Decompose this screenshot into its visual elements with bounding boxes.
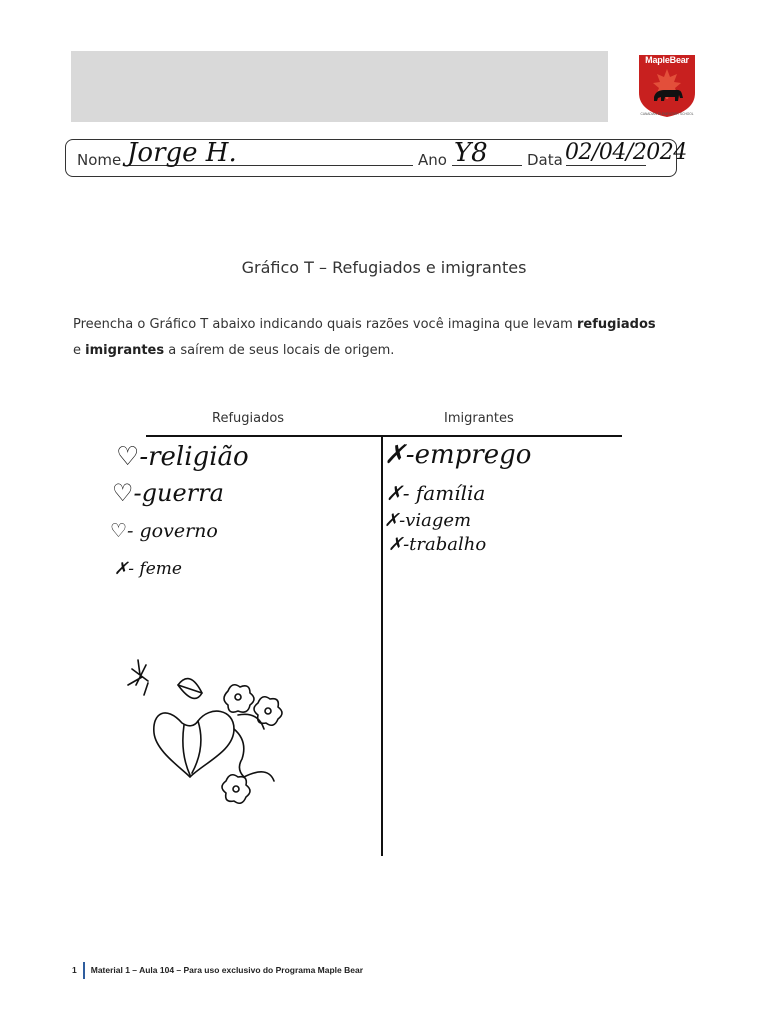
left-item-x-bullet xyxy=(114,559,182,579)
t-chart-vertical-line xyxy=(381,436,383,856)
t-chart-right-header: Imigrantes xyxy=(444,411,514,426)
x-mark-icon: ✗ xyxy=(384,440,406,470)
date-underline xyxy=(566,165,646,166)
right-item-2[interactable]: - família xyxy=(402,481,486,505)
date-value[interactable]: 02/04/2024 xyxy=(565,140,687,165)
heart-icon: ♡ xyxy=(116,442,140,472)
instruction-part3: a saírem de seus locais de origem. xyxy=(164,343,395,358)
instruction-part1: Preencha o Gráfico T abaixo indicando quais razões você imagina que levam xyxy=(73,317,577,332)
name-value[interactable]: Jorge H. xyxy=(127,138,237,168)
t-chart-left-header: Refugiados xyxy=(212,411,285,426)
instruction-part2: e xyxy=(73,343,86,358)
instruction-text xyxy=(73,312,713,364)
scribble-x-icon: ✗ xyxy=(388,534,404,555)
right-item-3[interactable]: -viagem xyxy=(399,510,472,531)
logo-subtitle: CANADIAN ELEMENTARY SCHOOL xyxy=(640,112,694,116)
footer-divider xyxy=(83,962,85,979)
x-mark-icon: ✗ xyxy=(114,559,129,579)
heart-flowers-doodle-icon xyxy=(118,655,298,815)
right-item-x-bullet xyxy=(384,440,531,470)
name-label: Nome xyxy=(77,151,122,169)
right-item-x-bullet xyxy=(388,534,486,555)
left-item-2[interactable]: -guerra xyxy=(133,479,224,507)
left-item-heart-bullet xyxy=(112,479,224,507)
right-item-4[interactable]: -trabalho xyxy=(403,534,487,555)
t-chart-horizontal-line xyxy=(146,435,622,437)
worksheet-title: Gráfico T – Refugiados e imigrantes xyxy=(241,258,527,277)
heart-icon: ♡ xyxy=(110,520,128,542)
footer-text: Material 1 – Aula 104 – Para uso exclusivo do Programa Maple Bear xyxy=(90,964,364,975)
year-label: Ano xyxy=(418,151,447,169)
left-item-3[interactable]: - governo xyxy=(127,520,218,542)
page-footer xyxy=(72,962,363,979)
page-number: 1 xyxy=(72,964,77,975)
heart-icon: ♡ xyxy=(112,479,134,507)
instruction-bold-refugiados: refugiados xyxy=(576,317,656,332)
logo-text: MapleBear xyxy=(645,55,689,65)
right-item-x-bullet xyxy=(386,481,485,505)
year-value[interactable]: Y8 xyxy=(454,138,488,168)
left-item-4[interactable]: - feme xyxy=(128,559,182,579)
x-mark-icon: ✗ xyxy=(384,510,400,531)
maple-bear-logo xyxy=(637,53,697,119)
instruction-bold-imigrantes: imigrantes xyxy=(85,343,165,358)
right-item-1[interactable]: -emprego xyxy=(405,440,532,470)
header-banner xyxy=(71,51,608,122)
left-item-heart-bullet xyxy=(110,520,218,542)
left-item-heart-bullet xyxy=(116,442,249,472)
x-mark-icon: ✗ xyxy=(386,481,403,505)
left-item-1[interactable]: -religião xyxy=(139,442,249,472)
right-item-x-bullet xyxy=(384,510,471,531)
date-label: Data xyxy=(527,151,563,169)
